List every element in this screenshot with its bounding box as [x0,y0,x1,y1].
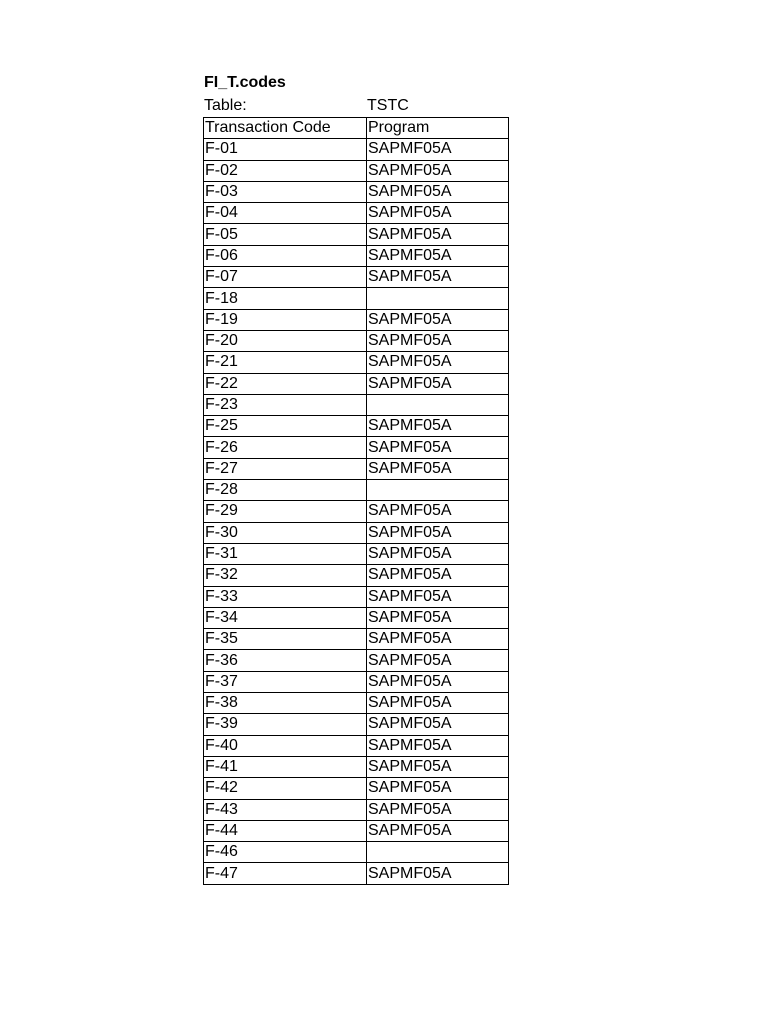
program-cell: SAPMF05A [367,735,509,756]
transaction-code-cell: F-04 [204,203,367,224]
transaction-code-cell: F-26 [204,437,367,458]
column-header-transaction-code: Transaction Code [204,118,367,139]
program-cell: SAPMF05A [367,671,509,692]
transaction-code-cell: F-42 [204,778,367,799]
transaction-code-cell: F-06 [204,245,367,266]
table-row [204,330,509,351]
program-cell: SAPMF05A [367,160,509,181]
table-name: TSTC [367,97,409,114]
table-row [204,139,509,160]
program-cell: SAPMF05A [367,629,509,650]
program-cell: SAPMF05A [367,543,509,564]
table-row [204,437,509,458]
table-row [204,629,509,650]
transaction-code-cell: F-29 [204,501,367,522]
transaction-code-cell: F-03 [204,181,367,202]
table-row [204,565,509,586]
transaction-code-cell: F-38 [204,693,367,714]
table-row [204,820,509,841]
program-cell: SAPMF05A [367,416,509,437]
transaction-code-cell: F-07 [204,267,367,288]
table-row [204,693,509,714]
table-row [204,267,509,288]
program-cell: SAPMF05A [367,139,509,160]
transaction-code-cell: F-23 [204,394,367,415]
transaction-code-cell: F-37 [204,671,367,692]
program-cell: SAPMF05A [367,565,509,586]
program-cell: SAPMF05A [367,863,509,884]
transaction-code-cell: F-02 [204,160,367,181]
transaction-code-cell: F-30 [204,522,367,543]
program-cell: SAPMF05A [367,437,509,458]
transaction-code-cell: F-22 [204,373,367,394]
table-row [204,203,509,224]
table-label: Table: [204,97,247,114]
table-row [204,607,509,628]
program-cell: SAPMF05A [367,607,509,628]
transaction-code-cell: F-35 [204,629,367,650]
table-row [204,586,509,607]
program-cell: SAPMF05A [367,820,509,841]
table-row [204,778,509,799]
table-row [204,799,509,820]
table-row [204,650,509,671]
program-cell [367,288,509,309]
table-row [204,714,509,735]
program-cell: SAPMF05A [367,501,509,522]
program-cell: SAPMF05A [367,330,509,351]
transaction-code-cell: F-19 [204,309,367,330]
program-cell: SAPMF05A [367,373,509,394]
transaction-code-cell: F-46 [204,842,367,863]
program-cell: SAPMF05A [367,756,509,777]
table-row [204,543,509,564]
column-header-program: Program [367,118,509,139]
table-row [204,416,509,437]
program-cell: SAPMF05A [367,267,509,288]
table-row [204,160,509,181]
table-row [204,224,509,245]
table-row [204,842,509,863]
transaction-code-cell: F-05 [204,224,367,245]
table-row [204,458,509,479]
table-row [204,735,509,756]
table-row [204,288,509,309]
table-body [204,139,509,884]
transaction-code-cell: F-27 [204,458,367,479]
program-cell [367,480,509,501]
transaction-code-cell: F-31 [204,543,367,564]
table-info-row [203,95,508,117]
table-row [204,522,509,543]
program-cell: SAPMF05A [367,203,509,224]
program-cell: SAPMF05A [367,714,509,735]
sheet-title: FI_T.codes [204,74,286,91]
transaction-code-cell: F-32 [204,565,367,586]
program-cell [367,842,509,863]
table-row [204,480,509,501]
transaction-code-cell: F-43 [204,799,367,820]
transaction-code-cell: F-36 [204,650,367,671]
transaction-code-cell: F-25 [204,416,367,437]
transaction-code-cell: F-34 [204,607,367,628]
table-row [204,863,509,884]
program-cell [367,394,509,415]
transaction-code-cell: F-18 [204,288,367,309]
table-row [204,671,509,692]
program-cell: SAPMF05A [367,245,509,266]
program-cell: SAPMF05A [367,586,509,607]
program-cell: SAPMF05A [367,650,509,671]
program-cell: SAPMF05A [367,778,509,799]
transaction-code-cell: F-44 [204,820,367,841]
table-row [204,756,509,777]
program-cell: SAPMF05A [367,309,509,330]
header-row [204,118,509,139]
table-row [204,352,509,373]
program-cell: SAPMF05A [367,458,509,479]
program-cell: SAPMF05A [367,522,509,543]
transaction-code-cell: F-39 [204,714,367,735]
transaction-code-cell: F-28 [204,480,367,501]
program-cell: SAPMF05A [367,181,509,202]
table-row [204,245,509,266]
transaction-code-cell: F-21 [204,352,367,373]
table-row [204,309,509,330]
transaction-code-cell: F-47 [204,863,367,884]
program-cell: SAPMF05A [367,693,509,714]
program-cell: SAPMF05A [367,799,509,820]
table-row [204,373,509,394]
transaction-code-cell: F-20 [204,330,367,351]
table-row [204,181,509,202]
transaction-code-cell: F-41 [204,756,367,777]
transaction-code-table [203,117,509,885]
table-row [204,394,509,415]
table-row [204,501,509,522]
program-cell: SAPMF05A [367,224,509,245]
transaction-code-cell: F-40 [204,735,367,756]
transaction-code-cell: F-01 [204,139,367,160]
transaction-code-cell: F-33 [204,586,367,607]
program-cell: SAPMF05A [367,352,509,373]
